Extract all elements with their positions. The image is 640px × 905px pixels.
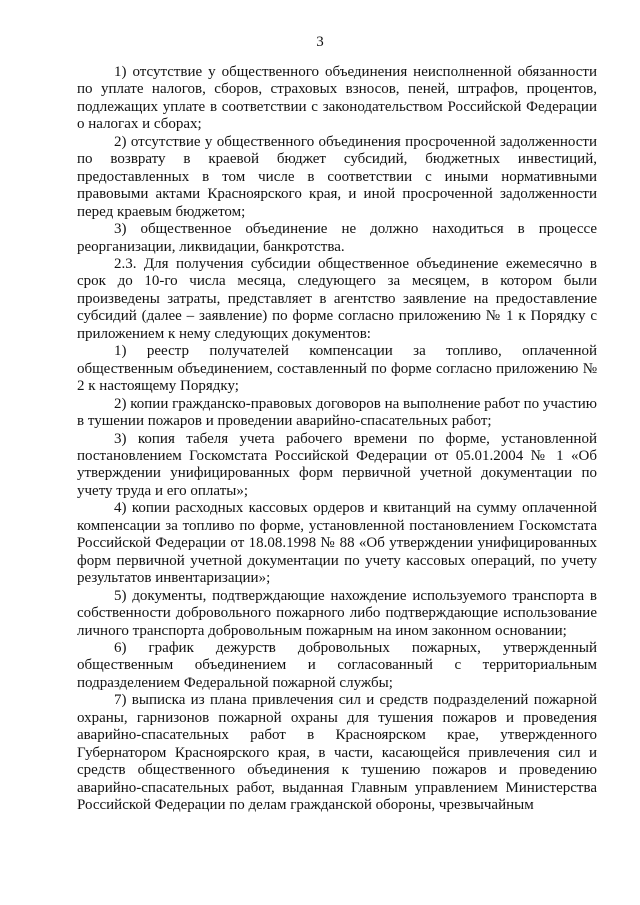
- page-number: 3: [316, 34, 324, 50]
- paragraph-item-3-reorganization: 3) общественное объединение не должно находиться в процессе реорганизации, ликвидации, банкротства.: [77, 221, 597, 255]
- paragraph-doc-4-cash-orders: 4) копии расходных кассовых ордеров и квитанций на сумму оплаченной компенсации за топливо по форме, установленной постановлением Госкомстата Российской Федерации от 18.08.1998 № 88 «Об утверждении унифицированных форм первичной учетной документации по учету кассовых операций, по учету результатов инвентаризации»;: [77, 500, 597, 587]
- document-body: [77, 64, 597, 814]
- paragraph-doc-2-contracts: 2) копии гражданско-правовых договоров на выполнение работ по участию в тушении пожаров и проведении аварийно-спасательных работ;: [77, 395, 597, 430]
- paragraph-doc-1-registry: 1) реестр получателей компенсации за топливо, оплаченной общественным объединением, составленный по форме согласно приложению № 2 к настоящему Порядку;: [77, 343, 597, 395]
- paragraph-doc-7-plan-extract: 7) выписка из плана привлечения сил и средств подразделений пожарной охраны, гарнизонов пожарной охраны для тушения пожаров и проведения аварийно-спасательных работ в Красноярском крае, утвержденного Губернатором Красноярского края, в части, касающейся привлечения сил и средств общественного объединения к тушению пожаров и проведению аварийно-спасательных работ, выданная Главным управлением Министерства Российской Федерации по делам гражданской обороны, чрезвычайным: [77, 692, 597, 814]
- paragraph-section-2-3: 2.3. Для получения субсидии общественное объединение ежемесячно в срок до 10-го числа месяца, следующего за месяцем, в котором были произведены затраты, представляет в агентство заявление на предоставление субсидий (далее – заявление) по форме согласно приложению № 1 к Порядку с приложением к нему следующих документов:: [77, 255, 597, 342]
- paragraph-doc-3-timesheet: 3) копия табеля учета рабочего времени по форме, установленной постановлением Госкомстата Российской Федерации от 05.01.2004 № 1 «Об утверждении унифицированных форм первичной учетной документации по учету труда и его оплаты»;: [77, 430, 597, 499]
- paragraph-doc-6-duty-schedule: 6) график дежурств добровольных пожарных, утвержденный общественным объединением и согласованный с территориальным подразделением Федеральной пожарной службы;: [77, 639, 597, 691]
- paragraph-item-2-budget-debt: 2) отсутствие у общественного объединения просроченной задолженности по возврату в краевой бюджет субсидий, бюджетных инвестиций, предоставленных в том числе в соответствии с иными нормативными правовыми актами Красноярского края, и иной просроченной задолженности перед краевым бюджетом;: [77, 133, 597, 220]
- paragraph-item-1-tax-obligations: 1) отсутствие у общественного объединения неисполненной обязанности по уплате налогов, сборов, страховых взносов, пеней, штрафов, процентов, подлежащих уплате в соответствии с законодательством Российской Федерации о налогах и сборах;: [77, 64, 597, 133]
- paragraph-doc-5-transport: 5) документы, подтверждающие нахождение используемого транспорта в собственности добровольного пожарного либо подтверждающие использование личного транспорта добровольным пожарным на ином законном основании;: [77, 587, 597, 639]
